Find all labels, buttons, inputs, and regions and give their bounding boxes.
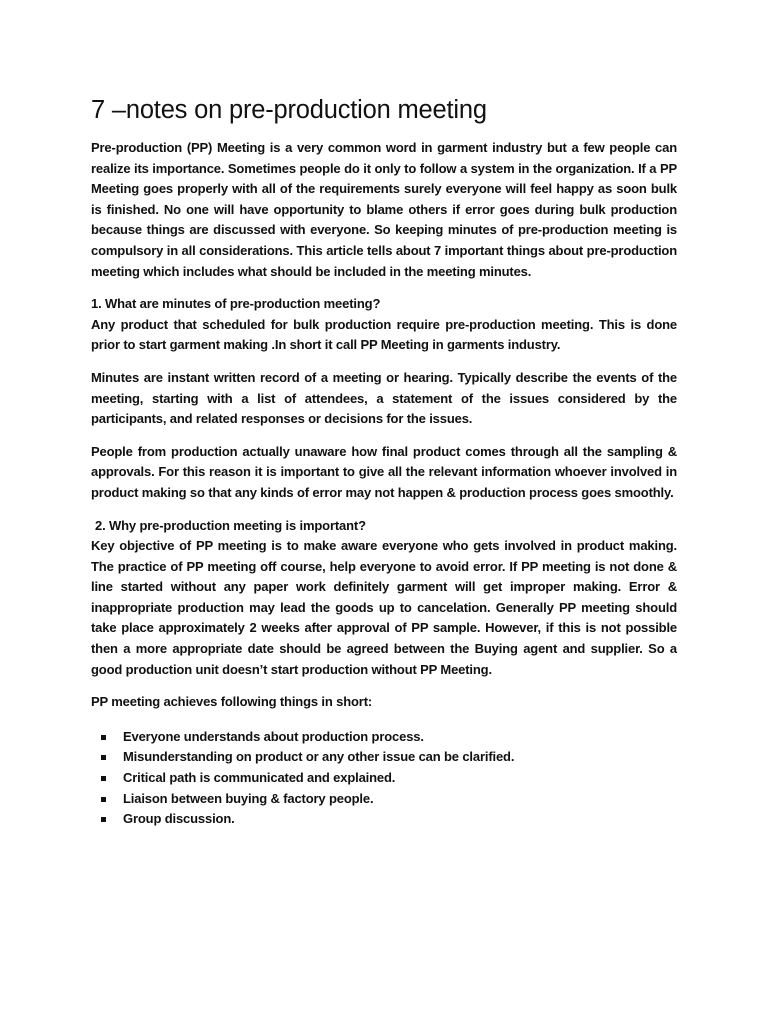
list-item [91,809,677,830]
list-item [91,768,677,789]
section-1-paragraph-1: Any product that scheduled for bulk production require pre-production meeting. This is done prior to start garment making .In short it call PP Meeting in garments industry. [91,316,677,353]
list-item-text: Everyone understands about production process. [123,728,424,744]
section-1-paragraph-2: Minutes are instant written record of a meeting or hearing. Typically describe the events of the meeting, starting with a list of attendees, a statement of the issues considered by the participants, and related responses or decisions for the issues. [91,369,677,427]
page-title: 7 –notes on pre-production meeting [91,96,487,124]
achieves-intro: PP meeting achieves following things in short: [91,694,373,710]
list-item [91,727,677,748]
list-item-text: Group discussion. [123,811,235,827]
list-item [91,747,677,768]
list-item-text: Critical path is communicated and explained. [123,770,396,786]
square-bullet-icon [101,755,106,760]
list-item-text: Liaison between buying & factory people. [123,790,374,806]
section-2-paragraph-1: Key objective of PP meeting is to make aware everyone who gets involved in product making. The practice of PP meeting off course, help everyone to avoid error. If PP meeting is not done & line started without any paper work definitely garment will get improper making. Error & inappropriate production may lead the goods up to cancelation. Generally PP meeting should take place approximately 2 weeks after approval of PP sample. However, if this is not possible then a more appropriate date should be agreed between the Buying agent and supplier. So a good production unit doesn’t start production without PP Meeting. [91,538,677,677]
list-item-text: Misunderstanding on product or any other issue can be clarified. [123,749,515,765]
square-bullet-icon [101,735,106,740]
square-bullet-icon [101,817,106,822]
section-1-heading: 1. What are minutes of pre-production meeting? [91,296,381,312]
square-bullet-icon [101,797,106,802]
document-page [91,92,677,830]
section-2 [91,516,677,681]
square-bullet-icon [101,776,106,781]
section-1-paragraph-3: People from production actually unaware how final product comes through all the sampling & approvals. For this reason it is important to give all the relevant information whoever involved in product making so that any kinds of error may not happen & production process goes smoothly. [91,443,677,500]
intro-paragraph: Pre-production (PP) Meeting is a very common word in garment industry but a few people can realize its importance. Sometimes people do it only to follow a system in the organization. If a PP Meeting goes properly with all of the requirements surely everyone will feel happy as soon bulk is finished. No one will have opportunity to blame others if error goes during bulk production because things are discussed with everyone. So keeping minutes of pre-production meeting is compulsory in all considerations. This article tells about 7 important things about pre-production meeting which includes what should be included in the meeting minutes. [91,140,677,279]
section-2-heading: 2. Why pre-production meeting is important? [95,517,366,533]
section-1 [91,294,677,356]
list-item [91,789,677,810]
achievements-list [91,727,677,830]
